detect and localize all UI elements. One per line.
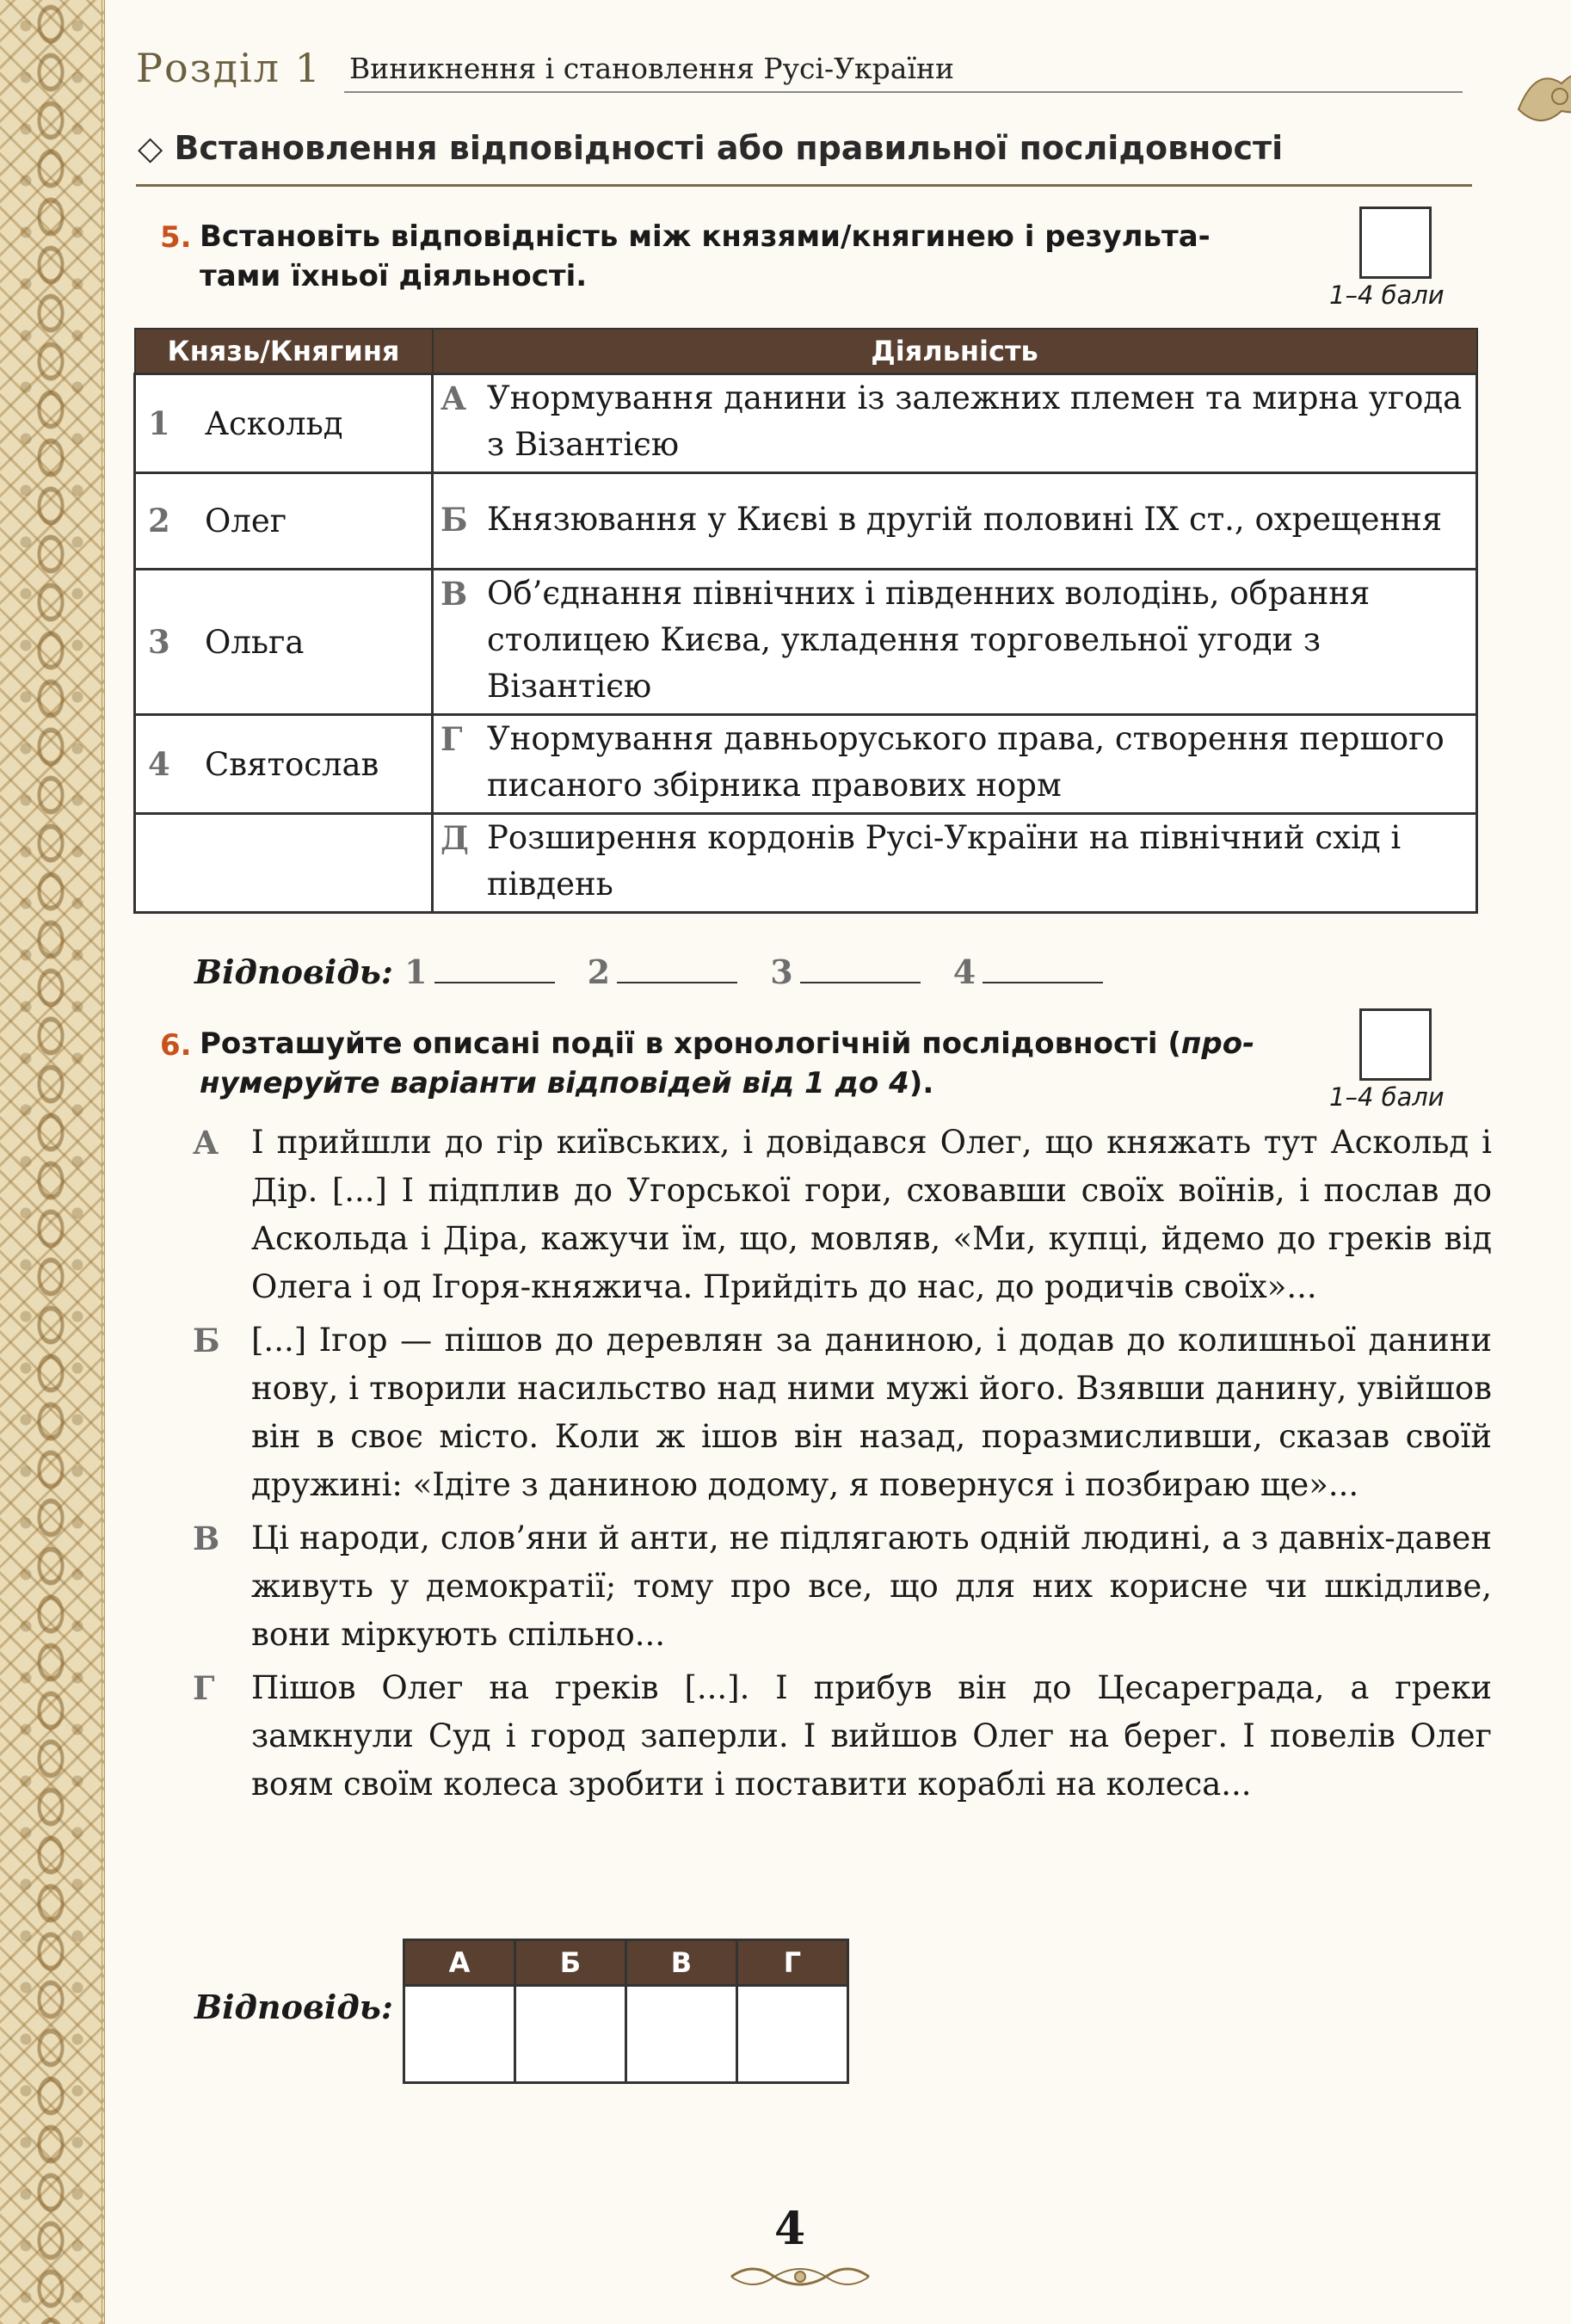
row-number: 2	[148, 502, 170, 539]
answer-num-4: 4	[952, 952, 976, 991]
event-letter: Г	[193, 1669, 215, 1707]
answer-blank-2[interactable]	[617, 951, 737, 983]
question-5-text	[200, 217, 1211, 296]
question-5-points: 1–4 бали	[1329, 280, 1445, 310]
question-5-line2: тами їхньої діяльності.	[200, 259, 588, 293]
event-letter: А	[193, 1124, 219, 1162]
section-heading-text: Встановлення відповідності або правильної послідовності	[174, 129, 1284, 167]
grid-cell-v[interactable]	[626, 1986, 737, 2083]
prince-name: Ольга	[205, 623, 305, 661]
question-6-text	[200, 1024, 1254, 1103]
event-text: І прийшли до гір київських, і довідався Олег, що княжать тут Аскольд і Дір. [...] І підплив до Угорської гори, сховавши своїх воїнів, і послав до Аскольда і Діра, кажучи їм, що, мовляв, «Ми, купці, йдемо до греків від Олега і од Ігоря-княжича. Прийдіть до нас, до родичів своїх»...	[251, 1124, 1492, 1305]
table-row	[135, 374, 1477, 473]
table-row	[135, 814, 1477, 913]
question-5-score-box[interactable]	[1359, 207, 1432, 279]
row-number: 1	[148, 404, 170, 442]
matching-table	[133, 328, 1478, 914]
answer-num-3: 3	[770, 952, 793, 991]
list-item	[193, 1514, 1492, 1659]
list-item	[193, 1119, 1492, 1311]
prince-name: Аскольд	[205, 404, 343, 442]
row-number: 4	[148, 744, 170, 783]
activity-text: Об’єднання північних і південних володінь, обрання столицею Києва, укладення торговельної угоди з Візантією	[487, 575, 1371, 705]
grid-header-a: А	[404, 1940, 515, 1986]
event-text: [...] Ігор — пішов до деревлян за даниною, і додав до колишньої данини нову, і творили насильство над ними мужі його. Взявши данину, увійшов він в своє місто. Коли ж ішов він назад, поразмисливши, сказав своїй дружині: «Ідіте з даниною додому, я повернуся і позбираю ще»...	[251, 1322, 1492, 1503]
option-letter: Б	[440, 500, 468, 539]
page-number: 4	[774, 2203, 806, 2255]
question-6-answer-label: Відповідь:	[194, 1988, 393, 2026]
event-list	[193, 1119, 1492, 1814]
grid-cell-a[interactable]	[404, 1986, 515, 2083]
header-divider	[344, 91, 1463, 93]
answer-blank-3[interactable]	[800, 951, 921, 983]
activity-text: Розширення кордонів Русі-України на північний схід і південь	[487, 819, 1402, 903]
chapter-label: Розділ 1	[136, 45, 322, 91]
option-letter: В	[440, 575, 468, 613]
grid-cell-b[interactable]	[515, 1986, 626, 2083]
section-divider	[136, 184, 1472, 187]
answer-label: Відповідь	[194, 952, 381, 991]
answer-grid	[403, 1939, 849, 2084]
option-letter: Г	[440, 720, 463, 758]
footer-ornament-icon	[727, 2259, 873, 2294]
grid-header-b: Б	[515, 1940, 626, 1986]
question-6-score-box[interactable]	[1359, 1008, 1432, 1081]
event-text: Пішов Олег на греків [...]. І прибув він до Цесареграда, а греки замкнули Суд і город заперли. І вийшов Олег на берег. І повелів Олег воям своїм колеса зробити і поставити кораблі на колеса...	[251, 1669, 1492, 1803]
activity-text: Унормування давньоруського права, створення першого писаного збірника правових норм	[487, 720, 1445, 804]
corner-ornament-icon	[1510, 58, 1571, 135]
question-5-line1: Встановіть відповідність між князями/княгинею і результа-	[200, 219, 1211, 254]
running-head: Виникнення і становлення Русі-України	[349, 52, 954, 85]
question-6-number: 6.	[160, 1028, 192, 1063]
table-row	[135, 473, 1477, 570]
answer-num-2: 2	[587, 952, 611, 991]
answer-blank-4[interactable]	[983, 951, 1103, 983]
activity-text: Унормування данини із залежних племен та мирна угода з Візантією	[487, 379, 1463, 463]
col-header-prince: Князь/Княгиня	[135, 329, 433, 374]
event-text: Ці народи, слов’яни й анти, не підлягають одній людині, а з давніх-давен живуть у демократії; тому про все, що для них корисне чи шкідливе, вони міркують спільно...	[251, 1520, 1492, 1653]
answer-blank-1[interactable]	[434, 951, 555, 983]
question-6-points: 1–4 бали	[1329, 1082, 1445, 1112]
grid-cell-g[interactable]	[737, 1986, 848, 2083]
grid-header-v: В	[626, 1940, 737, 1986]
diamond-icon: ◇	[138, 129, 163, 167]
answer-num-1: 1	[404, 952, 428, 991]
page-header	[129, 45, 1514, 96]
prince-name: Олег	[205, 502, 287, 539]
activity-text: Князювання у Києві в другій половині IX ст., охрещення	[487, 500, 1443, 538]
question-5-number: 5.	[160, 220, 192, 255]
question-5-answer: Відповідь: 1 2 3 4	[194, 951, 1125, 991]
row-number: 3	[148, 622, 170, 661]
option-letter: А	[440, 379, 467, 417]
event-letter: В	[193, 1520, 220, 1557]
list-item	[193, 1664, 1492, 1809]
question-6-line1: Розташуйте описані події в хронологічній послідовності (про-	[200, 1026, 1255, 1061]
list-item	[193, 1316, 1492, 1509]
question-6-line2: нумеруйте варіанти відповідей від 1 до 4).	[200, 1066, 934, 1100]
col-header-activity: Діяльність	[433, 329, 1477, 374]
event-letter: Б	[193, 1322, 220, 1359]
ornamental-border	[0, 0, 105, 2324]
option-letter: Д	[440, 819, 469, 857]
section-heading	[138, 129, 1283, 167]
prince-name: Святослав	[205, 745, 379, 783]
table-row	[135, 715, 1477, 814]
table-row	[135, 570, 1477, 715]
grid-header-g: Г	[737, 1940, 848, 1986]
